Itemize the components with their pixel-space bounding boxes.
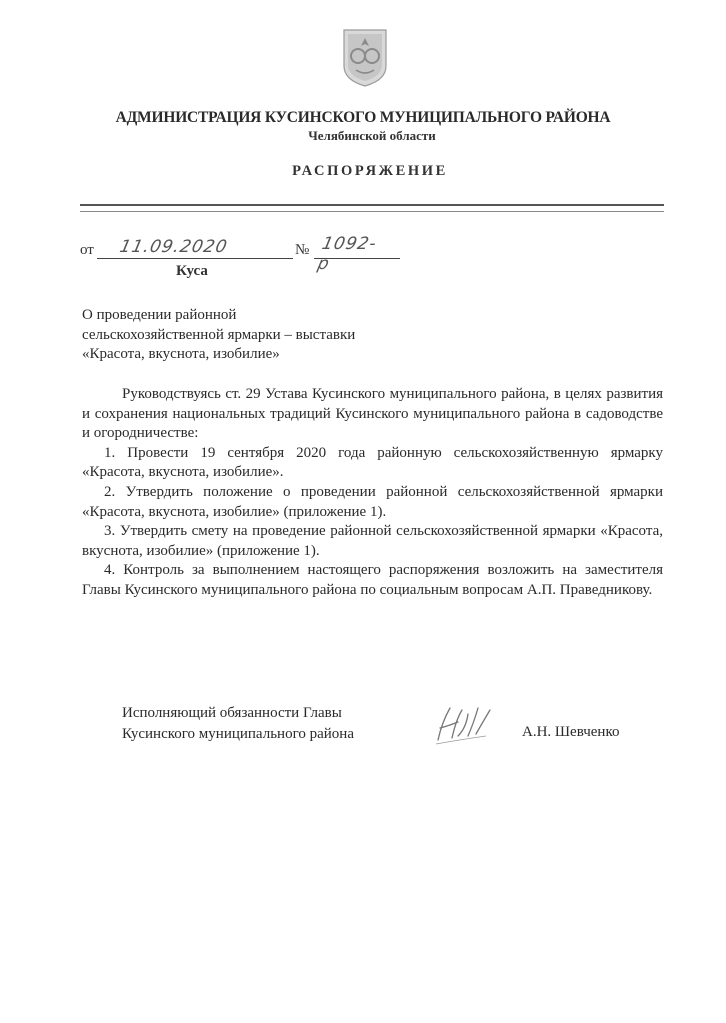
document-body xyxy=(82,385,663,601)
document-type: РАСПОРЯЖЕНИЕ xyxy=(292,163,448,179)
order-item: 2. Утвердить положение о проведении районной сельскохозяйственной ярмарки «Красота, вкуснота, изобилие» (приложение 1). xyxy=(82,483,663,520)
signatory-role-line: Кусинского муниципального района xyxy=(122,726,354,742)
administration-title: АДМИНИСТРАЦИЯ КУСИНСКОГО МУНИЦИПАЛЬНОГО РАЙОНА xyxy=(115,109,611,126)
order-item: 4. Контроль за выполнением настоящего распоряжения возложить на заместителя Главы Кусинского муниципального района по социальным вопросам А.П. Праведникову. xyxy=(82,562,663,598)
signatory-name: А.Н. Шевченко xyxy=(522,724,620,740)
order-item: 3. Утвердить смету на проведение районной сельскохозяйственной ярмарки «Красота, вкуснота, изобилие» (приложение 1). xyxy=(82,523,663,559)
subject-line: «Красота, вкуснота, изобилие» xyxy=(82,346,280,362)
subject-line: сельскохозяйственной ярмарки – выставки xyxy=(82,326,356,343)
header-divider xyxy=(80,204,664,206)
order-item: 1. Провести 19 сентября 2020 года районную сельскохозяйственную ярмарку «Красота, вкуснота, изобилие». xyxy=(82,444,663,481)
subject-block xyxy=(82,306,355,365)
preamble-paragraph: Руководствуясь ст. 29 Устава Кусинского муниципального района, в целях развития и сохранения национальных традиций Кусинского муниципального района в садоводстве и огородничестве: xyxy=(82,386,663,442)
subject-line: О проведении районной xyxy=(82,307,237,323)
signatory-role xyxy=(122,703,354,745)
date-value: 11.09.2020 xyxy=(117,237,230,257)
header-divider-thin xyxy=(80,211,664,212)
number-value: 1092-р xyxy=(315,234,379,274)
city: Куса xyxy=(176,263,208,279)
coat-of-arms-icon xyxy=(340,26,390,88)
signatory-role-line: Исполняющий обязанности Главы xyxy=(122,705,342,721)
date-prefix: от xyxy=(80,242,94,258)
number-prefix: № xyxy=(295,242,310,258)
date-underline xyxy=(97,258,293,259)
handwritten-signature xyxy=(428,700,498,748)
region-subtitle: Челябинской области xyxy=(308,128,436,143)
